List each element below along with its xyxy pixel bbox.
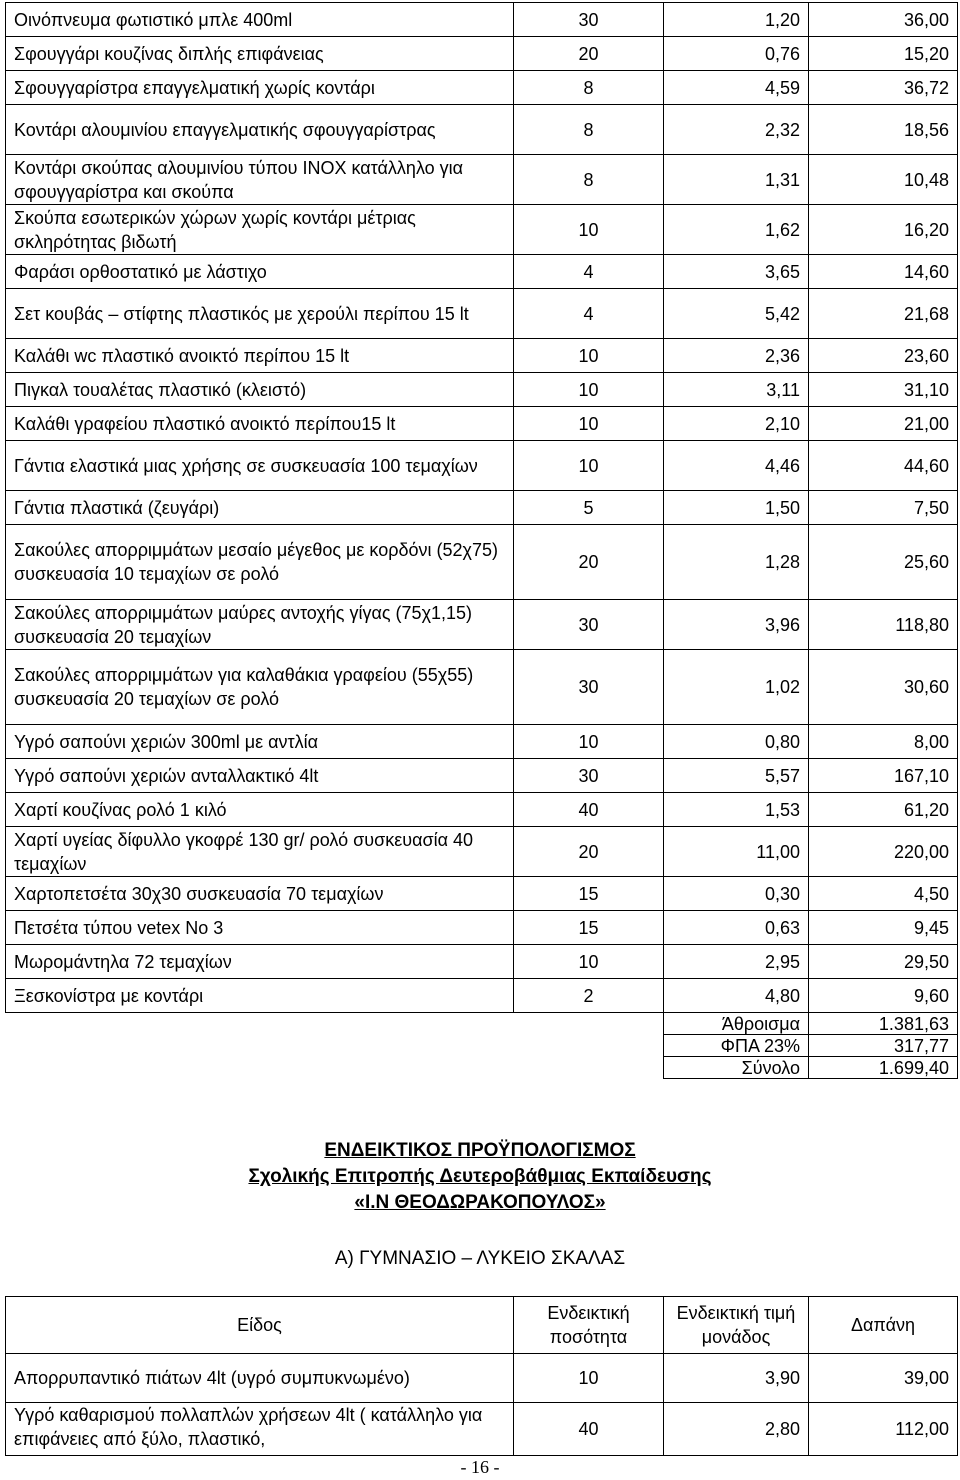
items-table: [5, 2, 958, 1079]
item-description: Κοντάρι σκούπας αλουμινίου τύπου INOX κατάλληλο για σφουγγαρίστρα και σκούπα: [6, 155, 514, 205]
item-quantity: 10: [514, 441, 664, 491]
item-total: 44,60: [809, 441, 958, 491]
item-description: Ξεσκονίστρα με κοντάρι: [6, 979, 514, 1013]
item-quantity: 40: [514, 793, 664, 827]
item-quantity: 4: [514, 289, 664, 339]
item-total: 61,20: [809, 793, 958, 827]
item-total: 36,72: [809, 71, 958, 105]
item-unit-price: 1,31: [664, 155, 809, 205]
item-total: 112,00: [809, 1403, 958, 1456]
item-description: Κοντάρι αλουμινίου επαγγελματικής σφουγγαρίστρας: [6, 105, 514, 155]
item-unit-price: 2,80: [664, 1403, 809, 1456]
item-quantity: 30: [514, 600, 664, 650]
item-total: 25,60: [809, 525, 958, 600]
item-description: Χαρτί κουζίνας ρολό 1 κιλό: [6, 793, 514, 827]
item-unit-price: 0,63: [664, 911, 809, 945]
item-unit-price: 0,80: [664, 725, 809, 759]
committee-heading: Σχολικής Επιτροπής Δευτεροβάθμιας Εκπαίδευσης: [248, 1166, 712, 1187]
grand-total-value: 1.699,40: [809, 1057, 958, 1079]
item-total: 16,20: [809, 205, 958, 255]
item-total: 21,00: [809, 407, 958, 441]
item-description: Χαρτί υγείας δίφυλλο γκοφρέ 130 gr/ ρολό συσκευασία 40 τεμαχίων: [6, 827, 514, 877]
grand-total-label: Σύνολο: [664, 1057, 809, 1079]
table-row: [6, 979, 958, 1013]
table-row: [6, 441, 958, 491]
page-number: - 16 -: [460, 1457, 500, 1477]
table-row: [6, 725, 958, 759]
header-item: Είδος: [6, 1297, 514, 1354]
table-row: [6, 255, 958, 289]
item-unit-price: 3,90: [664, 1354, 809, 1403]
header-cost: Δαπάνη: [809, 1297, 958, 1354]
item-quantity: 40: [514, 1403, 664, 1456]
table-row: [6, 650, 958, 725]
vat-value: 317,77: [809, 1035, 958, 1057]
table-row: [6, 793, 958, 827]
item-description: Πετσέτα τύπου vetex No 3: [6, 911, 514, 945]
item-total: 18,56: [809, 105, 958, 155]
table-row: [6, 37, 958, 71]
item-total: 29,50: [809, 945, 958, 979]
subtotal-row: [6, 1013, 958, 1035]
table-row: [6, 877, 958, 911]
header-unit-price: Ενδεικτική τιμή μονάδος: [664, 1297, 809, 1354]
table-row: [6, 205, 958, 255]
table-row: [6, 105, 958, 155]
item-unit-price: 1,50: [664, 491, 809, 525]
item-unit-price: 2,32: [664, 105, 809, 155]
item-quantity: 8: [514, 155, 664, 205]
item-description: Σετ κουβάς – στίφτης πλαστικός με χερούλι περίπου 15 lt: [6, 289, 514, 339]
table-row: [6, 525, 958, 600]
item-unit-price: 11,00: [664, 827, 809, 877]
table-row: [6, 600, 958, 650]
item-unit-price: 2,36: [664, 339, 809, 373]
item-quantity: 15: [514, 877, 664, 911]
item-total: 15,20: [809, 37, 958, 71]
item-total: 31,10: [809, 373, 958, 407]
item-quantity: 20: [514, 37, 664, 71]
item-unit-price: 3,96: [664, 600, 809, 650]
item-quantity: 20: [514, 525, 664, 600]
item-description: Οινόπνευμα φωτιστικό μπλε 400ml: [6, 3, 514, 37]
table-row: [6, 491, 958, 525]
table-row: [6, 827, 958, 877]
table-header-row: [6, 1297, 958, 1354]
item-description: Σκούπα εσωτερικών χώρων χωρίς κοντάρι μέτριας σκληρότητας βιδωτή: [6, 205, 514, 255]
section-subtitle: Α) ΓΥΜΝΑΣΙΟ – ΛΥΚΕΙΟ ΣΚΑΛΑΣ: [334, 1248, 626, 1269]
table-row: [6, 373, 958, 407]
item-total: 36,00: [809, 3, 958, 37]
item-total: 118,80: [809, 600, 958, 650]
item-quantity: 8: [514, 71, 664, 105]
item-total: 10,48: [809, 155, 958, 205]
item-unit-price: 4,80: [664, 979, 809, 1013]
table-row: [6, 289, 958, 339]
item-total: 8,00: [809, 725, 958, 759]
subtotal-label: Άθροισμα: [664, 1013, 809, 1035]
item-total: 14,60: [809, 255, 958, 289]
item-quantity: 10: [514, 373, 664, 407]
item-total: 7,50: [809, 491, 958, 525]
grand-total-row: [6, 1057, 958, 1079]
item-unit-price: 3,65: [664, 255, 809, 289]
subtotal-value: 1.381,63: [809, 1013, 958, 1035]
item-unit-price: 0,30: [664, 877, 809, 911]
table-row: [6, 3, 958, 37]
vat-label: ΦΠΑ 23%: [664, 1035, 809, 1057]
item-quantity: 10: [514, 205, 664, 255]
item-total: 30,60: [809, 650, 958, 725]
item-quantity: 10: [514, 1354, 664, 1403]
item-description: Υγρό σαπούνι χεριών ανταλλακτικό 4lt: [6, 759, 514, 793]
item-quantity: 20: [514, 827, 664, 877]
school-items-table: [5, 1296, 958, 1456]
item-quantity: 30: [514, 650, 664, 725]
item-total: 4,50: [809, 877, 958, 911]
vat-row: [6, 1035, 958, 1057]
item-description: Σακούλες απορριμμάτων μαύρες αντοχής γίγας (75χ1,15) συσκευασία 20 τεμαχίων: [6, 600, 514, 650]
table-row: [6, 1354, 958, 1403]
item-description: Χαρτοπετσέτα 30χ30 συσκευασία 70 τεμαχίων: [6, 877, 514, 911]
item-unit-price: 0,76: [664, 37, 809, 71]
item-description: Υγρό καθαρισμού πολλαπλών χρήσεων 4lt ( κατάλληλο για επιφάνειες από ξύλο, πλαστικό,: [6, 1403, 514, 1456]
item-description: Γάντια πλαστικά (ζευγάρι): [6, 491, 514, 525]
item-description: Καλάθι γραφείου πλαστικό ανοικτό περίπου15 lt: [6, 407, 514, 441]
item-quantity: 10: [514, 945, 664, 979]
item-unit-price: 5,57: [664, 759, 809, 793]
item-unit-price: 1,28: [664, 525, 809, 600]
item-total: 21,68: [809, 289, 958, 339]
item-description: Σακούλες απορριμμάτων μεσαίο μέγεθος με κορδόνι (52χ75) συσκευασία 10 τεμαχίων σε ρολό: [6, 525, 514, 600]
item-quantity: 15: [514, 911, 664, 945]
item-quantity: 10: [514, 407, 664, 441]
table-row: [6, 911, 958, 945]
item-unit-price: 5,42: [664, 289, 809, 339]
header-quantity: Ενδεικτική ποσότητα: [514, 1297, 664, 1354]
item-unit-price: 1,02: [664, 650, 809, 725]
table-row: [6, 71, 958, 105]
item-description: Γάντια ελαστικά μιας χρήσης σε συσκευασία 100 τεμαχίων: [6, 441, 514, 491]
school-name-heading: «Ι.Ν ΘΕΟΔΩΡΑΚΟΠΟΥΛΟΣ»: [354, 1192, 606, 1213]
item-total: 23,60: [809, 339, 958, 373]
item-total: 220,00: [809, 827, 958, 877]
item-unit-price: 1,62: [664, 205, 809, 255]
item-unit-price: 3,11: [664, 373, 809, 407]
item-description: Σακούλες απορριμμάτων για καλαθάκια γραφείου (55χ55) συσκευασία 20 τεμαχίων σε ρολό: [6, 650, 514, 725]
table-row: [6, 155, 958, 205]
item-quantity: 10: [514, 339, 664, 373]
item-description: Μωρομάντηλα 72 τεμαχίων: [6, 945, 514, 979]
item-quantity: 8: [514, 105, 664, 155]
item-total: 9,45: [809, 911, 958, 945]
item-quantity: 30: [514, 759, 664, 793]
item-unit-price: 1,20: [664, 3, 809, 37]
item-quantity: 5: [514, 491, 664, 525]
item-description: Φαράσι ορθοστατικό με λάστιχο: [6, 255, 514, 289]
item-unit-price: 4,59: [664, 71, 809, 105]
item-description: Υγρό σαπούνι χεριών 300ml με αντλία: [6, 725, 514, 759]
item-quantity: 2: [514, 979, 664, 1013]
item-description: Καλάθι wc πλαστικό ανοικτό περίπου 15 lt: [6, 339, 514, 373]
item-unit-price: 2,10: [664, 407, 809, 441]
item-description: Πιγκαλ τουαλέτας πλαστικό (κλειστό): [6, 373, 514, 407]
item-unit-price: 2,95: [664, 945, 809, 979]
item-total: 9,60: [809, 979, 958, 1013]
item-description: Σφουγγαρίστρα επαγγελματική χωρίς κοντάρι: [6, 71, 514, 105]
item-quantity: 10: [514, 725, 664, 759]
item-total: 167,10: [809, 759, 958, 793]
table-row: [6, 407, 958, 441]
item-unit-price: 4,46: [664, 441, 809, 491]
item-description: Απορρυπαντικό πιάτων 4lt (υγρό συμπυκνωμένο): [6, 1354, 514, 1403]
budget-heading: ΕΝΔΕΙΚΤΙΚΟΣ ΠΡΟΫΠΟΛΟΓΙΣΜΟΣ: [324, 1140, 636, 1161]
item-unit-price: 1,53: [664, 793, 809, 827]
table-row: [6, 945, 958, 979]
item-quantity: 30: [514, 3, 664, 37]
table-row: [6, 1403, 958, 1456]
item-quantity: 4: [514, 255, 664, 289]
item-description: Σφουγγάρι κουζίνας διπλής επιφάνειας: [6, 37, 514, 71]
table-row: [6, 339, 958, 373]
table-row: [6, 759, 958, 793]
item-total: 39,00: [809, 1354, 958, 1403]
